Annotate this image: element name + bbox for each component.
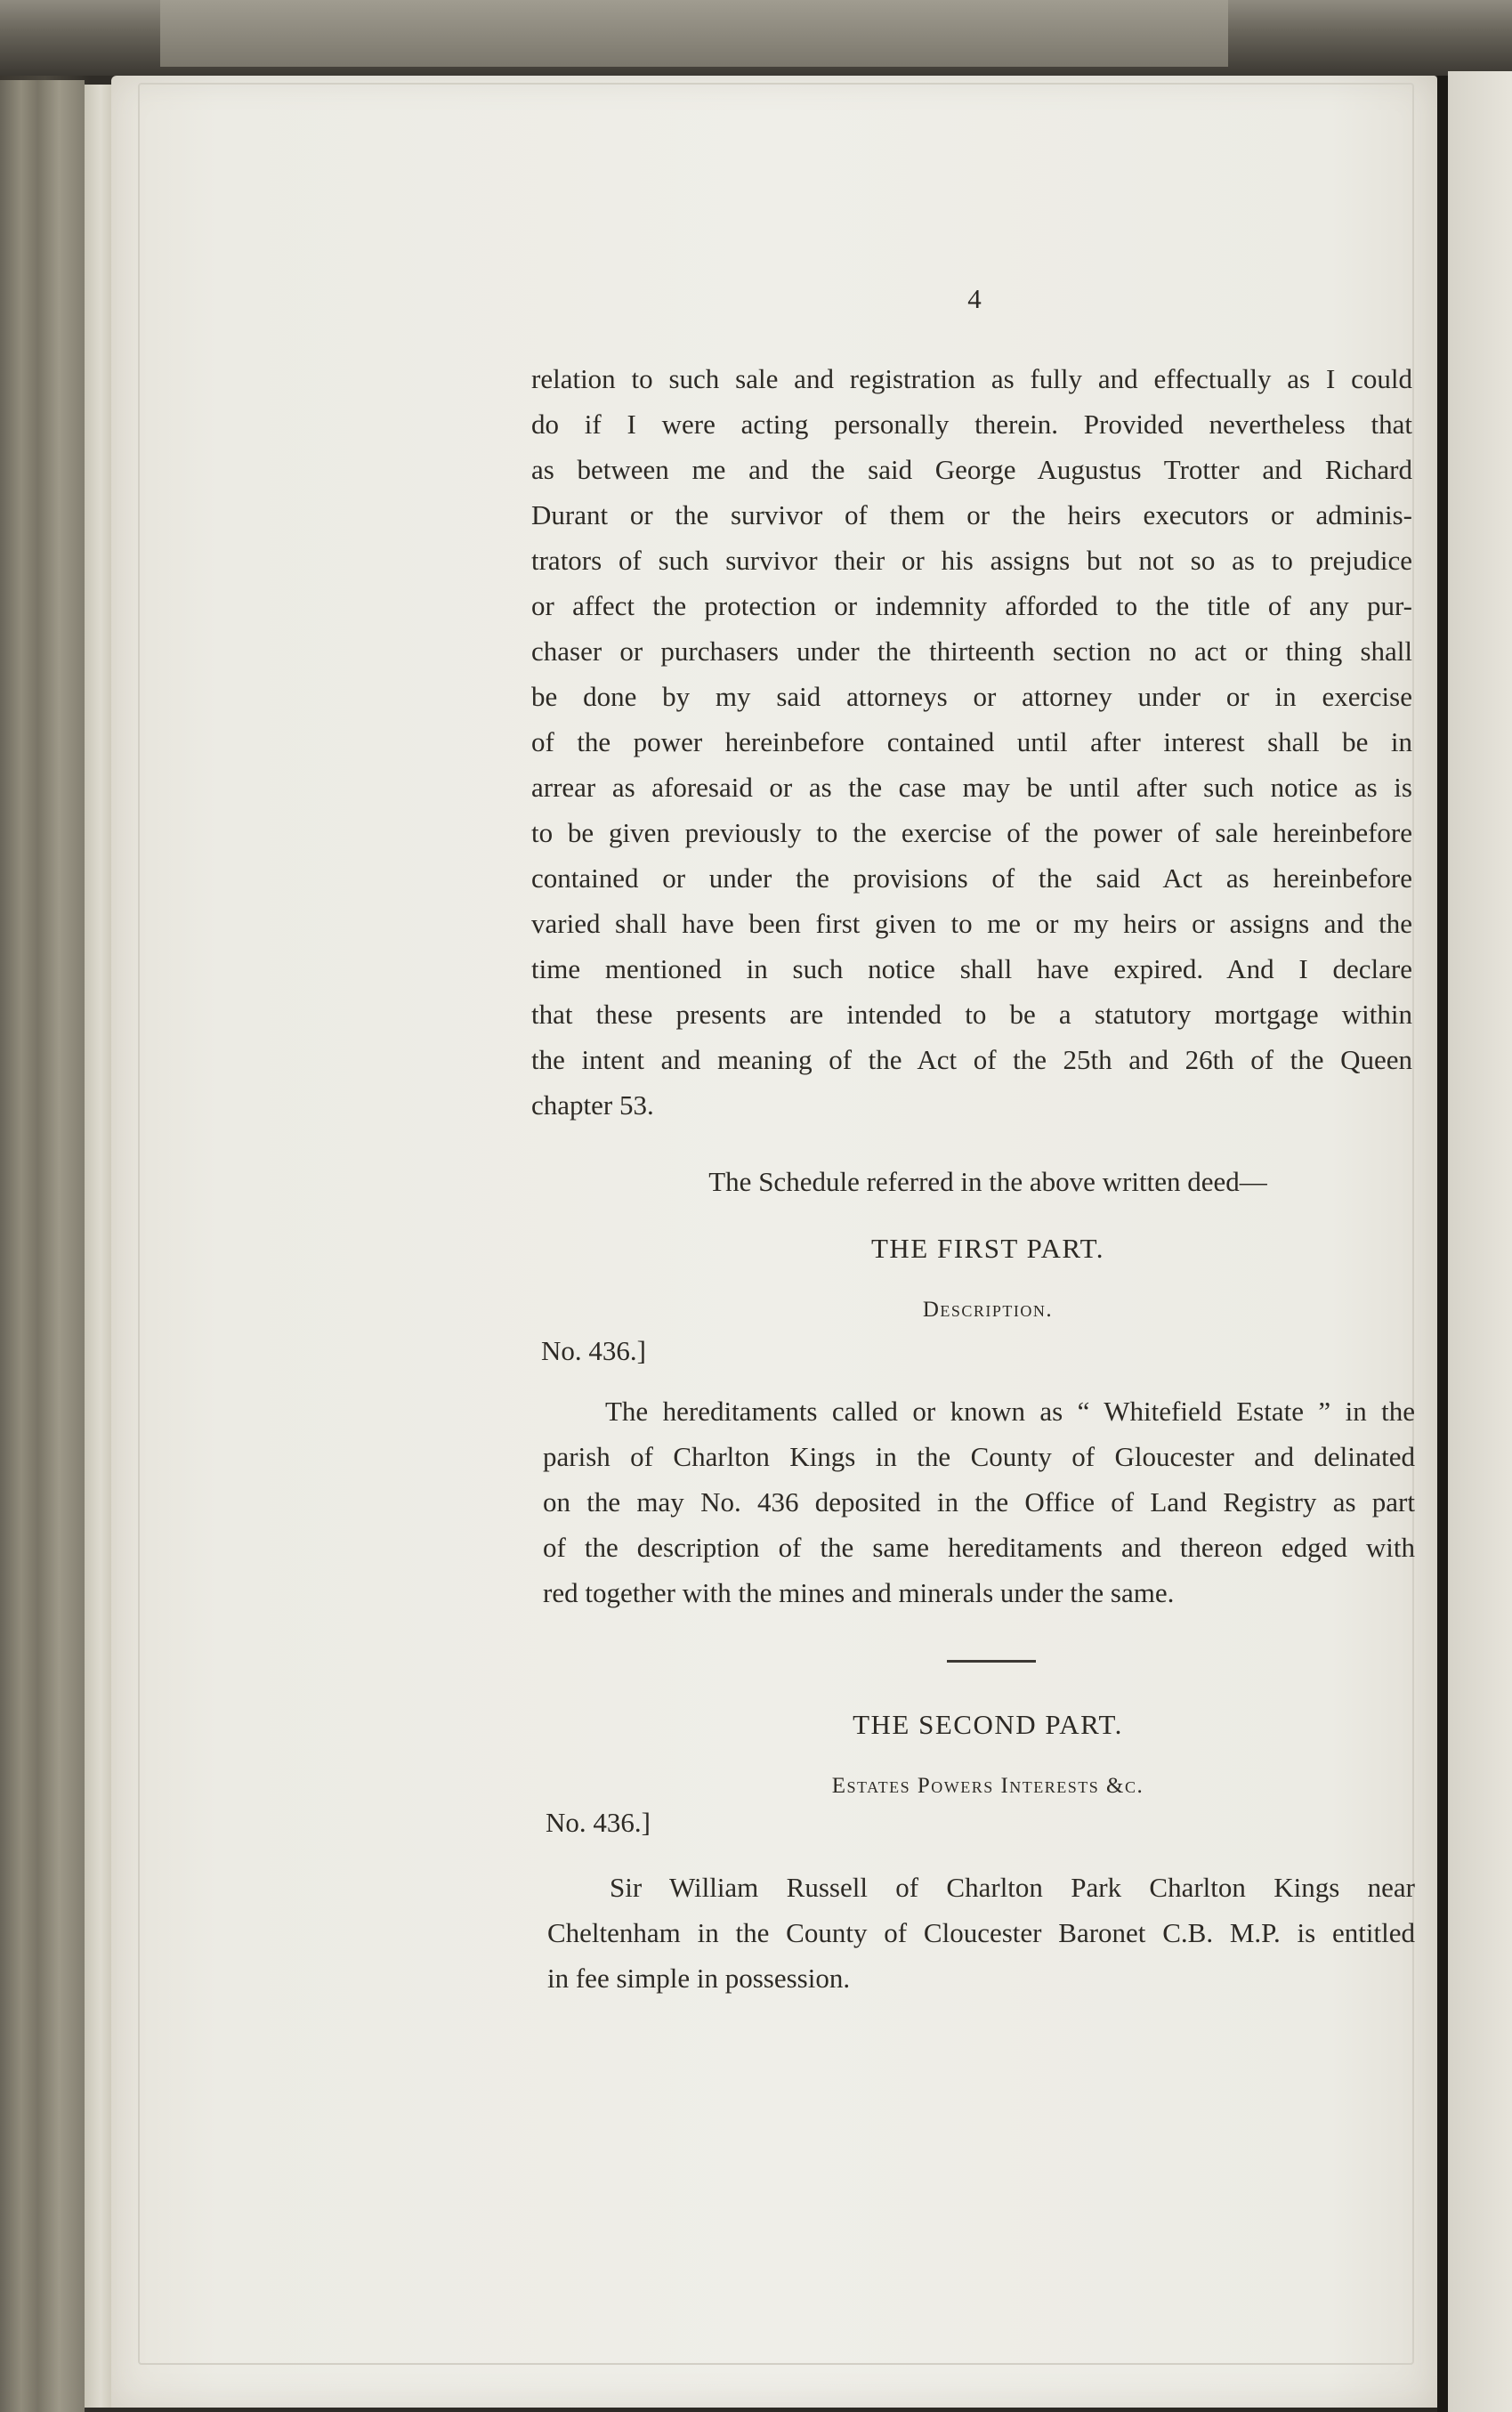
text-line: to be given previously to the exercise of the power of sale hereinbefore — [531, 817, 1412, 848]
text-line: Cheltenham in the County of Cloucester Baronet C.B. M.P. is entitled — [547, 1917, 1415, 1948]
first-part-reference-number: No. 436.] — [541, 1335, 646, 1366]
text-line: contained or under the provisions of the said Act as hereinbefore — [531, 862, 1412, 894]
text-line: chapter 53. — [531, 1089, 654, 1121]
first-part-paragraph — [543, 1388, 1415, 1615]
second-part-subheading: Estates Powers Interests &c. — [831, 1774, 1144, 1798]
text-line: relation to such sale and registration as fully and effectually as I could — [531, 363, 1412, 394]
schedule-intro: The Schedule referred in the above written deed— — [708, 1166, 1267, 1197]
opening-paragraph — [531, 356, 1412, 1128]
text-line: that these presents are intended to be a statutory mortgage within — [531, 999, 1412, 1030]
text-line: parish of Charlton Kings in the County of Gloucester and delinated — [543, 1441, 1415, 1472]
text-line: of the description of the same hereditaments and thereon edged with — [543, 1532, 1415, 1563]
first-part-subheading: Description. — [922, 1298, 1054, 1322]
text-line: on the may No. 436 deposited in the Office of Land Registry as part — [543, 1486, 1415, 1518]
text-line: Durant or the survivor of them or the heirs executors or adminis- — [531, 499, 1412, 530]
text-line: do if I were acting personally therein. Provided nevertheless that — [531, 409, 1412, 440]
first-part-heading: THE FIRST PART. — [870, 1233, 1105, 1264]
text-line: trators of such survivor their or his assigns but not so as to prejudice — [531, 545, 1412, 576]
text-line: as between me and the said George Augustus Trotter and Richard — [531, 454, 1412, 485]
second-part-reference-number: No. 436.] — [546, 1807, 651, 1838]
second-part-heading: THE SECOND PART. — [853, 1709, 1123, 1740]
text-line: The hereditaments called or known as “ Whitefield Estate ” in the — [605, 1396, 1415, 1427]
text-line: red together with the mines and minerals under the same. — [543, 1577, 1175, 1608]
text-line: or affect the protection or indemnity afforded to the title of any pur- — [531, 590, 1412, 621]
text-line: in fee simple in possession. — [547, 1963, 851, 1994]
text-line: Sir William Russell of Charlton Park Charlton Kings near — [610, 1872, 1415, 1903]
page-number: 4 — [967, 283, 982, 314]
text-line: varied shall have been first given to me or my heirs or assigns and the — [531, 908, 1412, 939]
text-line: time mentioned in such notice shall have expired. And I declare — [531, 953, 1412, 984]
text-line: of the power hereinbefore contained until after interest shall be in — [531, 726, 1412, 757]
section-divider — [947, 1660, 1036, 1663]
text-line: be done by my said attorneys or attorney under or in exercise — [531, 681, 1412, 712]
text-line: chaser or purchasers under the thirteenth section no act or thing shall — [531, 635, 1412, 667]
text-line: arrear as aforesaid or as the case may be until after such notice as is — [531, 772, 1412, 803]
second-part-paragraph — [547, 1865, 1415, 2001]
text-line: the intent and meaning of the Act of the 25th and 26th of the Queen — [531, 1044, 1412, 1075]
